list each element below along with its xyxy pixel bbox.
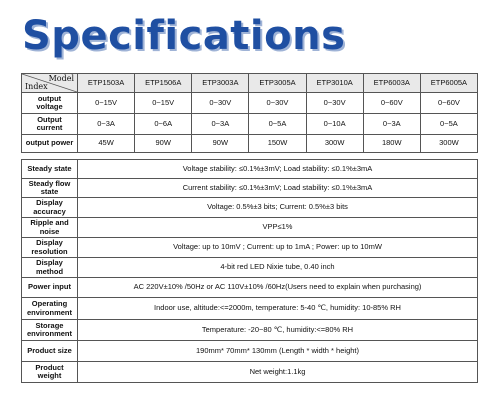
table-row (22, 135, 478, 153)
row-label: Output current (22, 114, 78, 135)
table-row (22, 320, 478, 341)
table-cell: Voltage stability: ≤0.1%±3mV; Load stability: ≤0.1%±3mA (78, 160, 478, 179)
table-cell: 0~3A (78, 114, 135, 135)
row-label: Product weight (22, 362, 78, 383)
section-gap (22, 153, 478, 160)
spec-table (21, 73, 478, 383)
table-cell: 180W (363, 135, 420, 153)
table-row (22, 362, 478, 383)
table-row (22, 179, 478, 198)
table-cell: 0~60V (363, 93, 420, 114)
table-cell: 0~6A (135, 114, 192, 135)
model-header: ETP3010A (306, 74, 363, 93)
table-cell: Temperature: -20~80 ℃, humidity:<=80% RH (78, 320, 478, 341)
table-row (22, 218, 478, 238)
table-row (22, 114, 478, 135)
model-header: ETP1503A (78, 74, 135, 93)
row-label: Display method (22, 258, 78, 278)
row-label: Display resolution (22, 238, 78, 258)
table-cell: VPP≤1% (78, 218, 478, 238)
row-label: Operating environment (22, 298, 78, 320)
table-row (22, 238, 478, 258)
header-row (22, 74, 478, 93)
table-cell: 0~30V (249, 93, 306, 114)
table-row (22, 258, 478, 278)
table-cell: 0~60V (420, 93, 477, 114)
table-cell: 0~5A (420, 114, 477, 135)
table-row (22, 278, 478, 298)
row-label: Power input (22, 278, 78, 298)
corner-model-label: Model (48, 74, 74, 83)
row-label: Ripple and noise (22, 218, 78, 238)
row-label: output power (22, 135, 78, 153)
table-cell: 90W (192, 135, 249, 153)
corner-cell (22, 74, 78, 93)
table-cell: Net weight:1.1kg (78, 362, 478, 383)
table-cell: 45W (78, 135, 135, 153)
model-header: ETP3003A (192, 74, 249, 93)
row-label: Product size (22, 341, 78, 362)
row-label: Storage environment (22, 320, 78, 341)
table-cell: Current stability: ≤0.1%±3mV; Load stability: ≤0.1%±3mA (78, 179, 478, 198)
table-row (22, 341, 478, 362)
row-label: Steady state (22, 160, 78, 179)
model-header: ETP6003A (363, 74, 420, 93)
table-cell: 4-bit red LED Nixie tube, 0.40 inch (78, 258, 478, 278)
row-label: Display accuracy (22, 198, 78, 218)
corner-index-label: Index (25, 81, 48, 91)
table-cell: 190mm* 70mm* 130mm (Length * width * height) (78, 341, 478, 362)
table-cell: 300W (420, 135, 477, 153)
table-row (22, 198, 478, 218)
table-cell: 0~3A (363, 114, 420, 135)
table-cell: 0~15V (78, 93, 135, 114)
table-cell: 0~5A (249, 114, 306, 135)
table-cell: 150W (249, 135, 306, 153)
model-header: ETP3005A (249, 74, 306, 93)
page-title: Specifications (22, 13, 346, 59)
table-cell: 300W (306, 135, 363, 153)
table-cell: 0~10A (306, 114, 363, 135)
row-label: output voltage (22, 93, 78, 114)
table-cell: 0~30V (306, 93, 363, 114)
model-header: ETP6005A (420, 74, 477, 93)
table-cell: Indoor use, altitude:<=2000m, temperature: 5-40 ℃, humidity: 10-85% RH (78, 298, 478, 320)
table-row (22, 160, 478, 179)
table-cell: 90W (135, 135, 192, 153)
row-label: Steady flow state (22, 179, 78, 198)
table-row (22, 298, 478, 320)
model-header: ETP1506A (135, 74, 192, 93)
table-cell: Voltage: up to 10mV ; Current: up to 1mA ; Power: up to 10mW (78, 238, 478, 258)
table-cell: 0~30V (192, 93, 249, 114)
table-cell: 0~15V (135, 93, 192, 114)
table-cell: AC 220V±10% /50Hz or AC 110V±10% /60Hz(Users need to explain when purchasing) (78, 278, 478, 298)
table-row (22, 93, 478, 114)
table-cell: Voltage: 0.5%±3 bits; Current: 0.5%±3 bits (78, 198, 478, 218)
table-cell: 0~3A (192, 114, 249, 135)
